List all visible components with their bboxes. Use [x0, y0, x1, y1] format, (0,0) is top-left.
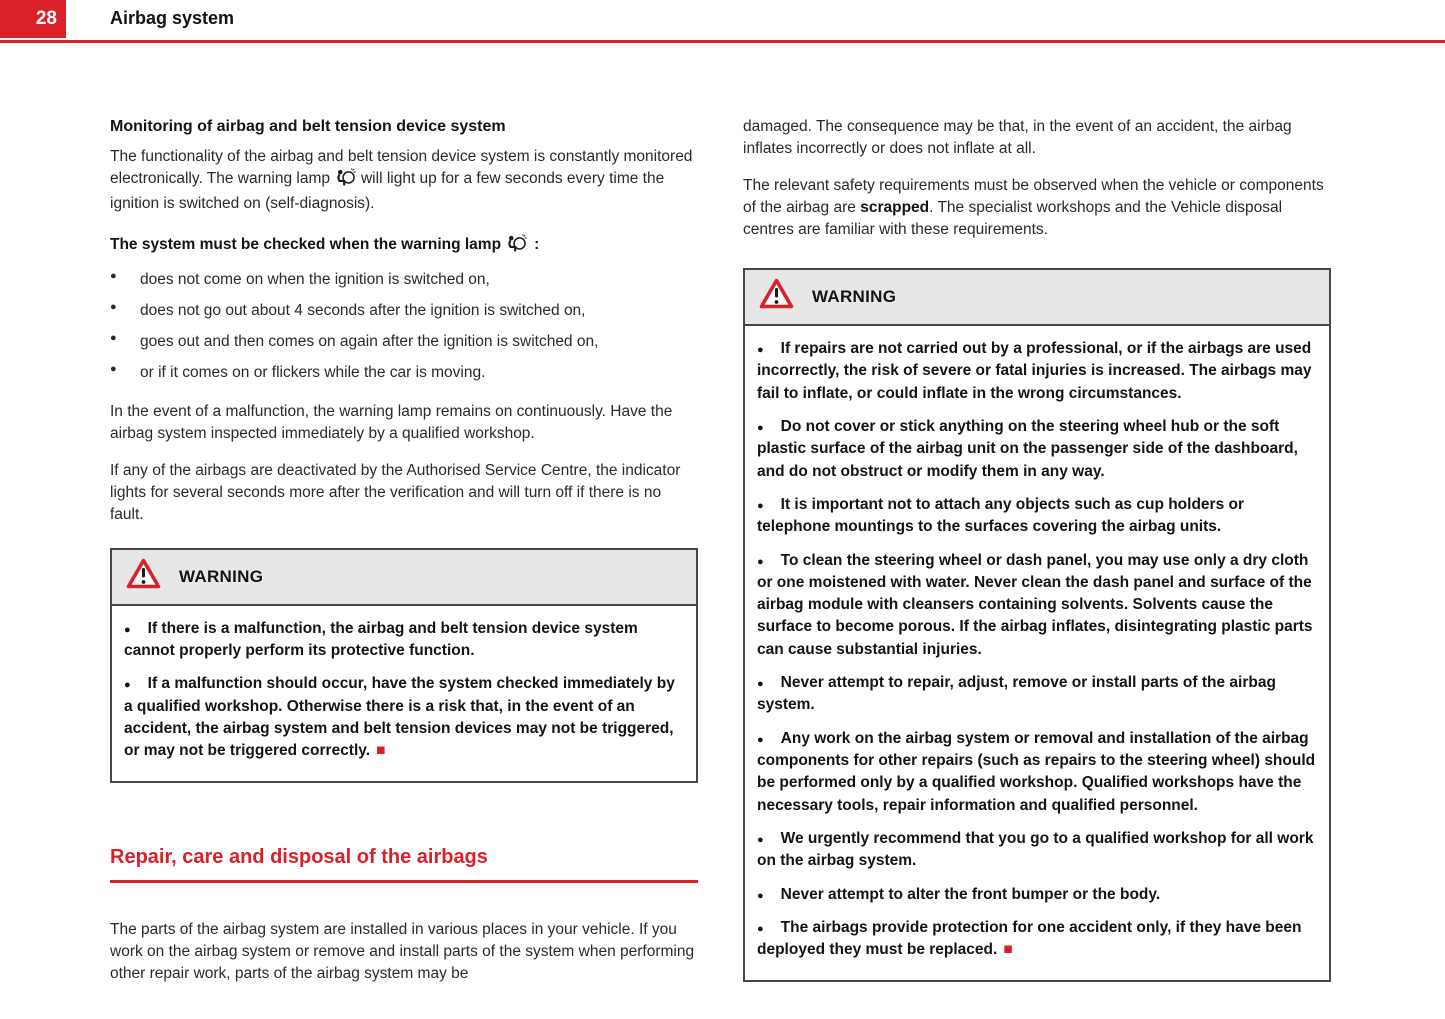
warning-item: ● Never attempt to repair, adjust, remove or install parts of the airbag system. — [757, 674, 1276, 714]
bullet-icon: ● — [757, 833, 764, 846]
warning-triangle-icon — [125, 557, 162, 597]
warning-title: WARNING — [812, 286, 897, 306]
warning-box-header — [745, 270, 1329, 326]
warning-item: ● If repairs are not carried out by a professional, or if the airbags are used incorrectly, the risk of severe or fatal injuries is increased. The airbags may fail to inflate, or could inflate in the wrong circumstances. — [757, 340, 1312, 402]
bullet-icon: ● — [757, 733, 764, 746]
warning-lamp-check-list — [110, 269, 698, 384]
warning-item: ● Any work on the airbag system or removal and installation of the airbag components for other repairs (such as repairs to the steering wheel) should be performed only by a qualified workshop. Qualified workshops have the necessary tools, repair information and qualified personnel. — [757, 729, 1316, 814]
list-item: ● goes out and then comes on again after the ignition is switched on, — [110, 331, 698, 353]
warning-box-left — [110, 548, 698, 783]
airbag-warning-lamp-icon — [506, 234, 527, 259]
list-item: ● does not come on when the ignition is switched on, — [110, 269, 698, 291]
page-number-badge — [0, 0, 66, 38]
paragraph-malfunction: In the event of a malfunction, the warning lamp remains on continuously. Have the airbag system inspected immediately by a qualified workshop. — [110, 402, 673, 442]
bullet-icon: ● — [110, 331, 117, 344]
paragraph-scrapped: The relevant safety requirements must be observed when the vehicle or components of the airbag are scrapped. The specialist workshops and the Vehicle disposal centres are familiar with these requirements. — [743, 177, 1324, 238]
bullet-icon: ● — [757, 889, 764, 902]
list-item: ● does not go out about 4 seconds after the ignition is switched on, — [110, 300, 698, 322]
bullet-icon: ● — [110, 269, 117, 282]
warning-item: ● Do not cover or stick anything on the steering wheel hub or the soft plastic surface of the airbag unit on the passenger side of the dashboard, and do not obstruct or modify them in any way. — [757, 417, 1298, 480]
warning-item: ● Never attempt to alter the front bumper or the body. — [757, 885, 1161, 903]
paragraph-damaged: damaged. The consequence may be that, in the event of an accident, the airbag inflates incorrectly or does not inflate at all. — [743, 118, 1292, 157]
warning-item: ● If there is a malfunction, the airbag and belt tension device system cannot properly perform its protective function. — [124, 619, 638, 660]
warning-item: ● It is important not to attach any objects such as cup holders or telephone mountings to the surfaces covering the airbag units. — [757, 495, 1245, 536]
list-item: ● or if it comes on or flickers while the car is moving. — [110, 362, 698, 384]
warning-box-body — [745, 326, 1329, 980]
page-title: Airbag system — [110, 8, 235, 28]
bullet-icon: ● — [757, 678, 764, 691]
warning-box-body — [112, 606, 696, 781]
right-column — [743, 116, 1331, 982]
warning-box-header — [112, 550, 696, 606]
paragraph-monitoring: The functionality of the airbag and belt tension device system is constantly monitored electronically. The warning lamp will light up for a few seconds every time the ignition is switched on (self-diagnosis). — [110, 147, 693, 212]
bullet-icon: ● — [124, 679, 131, 692]
warning-item: ● The airbags provide protection for one accident only, if they have been deployed they must be replaced. ■ — [757, 918, 1302, 959]
section-heading-monitoring: Monitoring of airbag and belt tension device system — [110, 118, 506, 135]
airbag-warning-lamp-icon — [335, 168, 356, 193]
paragraph-deactivated: If any of the airbags are deactivated by the Authorised Service Centre, the indicator lights for several seconds more after the verification and will turn off if there is no fault. — [110, 461, 681, 523]
bullet-icon: ● — [757, 344, 764, 356]
bullet-icon: ● — [757, 421, 764, 434]
bullet-icon: ● — [110, 362, 117, 375]
bullet-icon: ● — [757, 922, 764, 935]
check-conditions-line: The system must be checked when the warning lamp : — [110, 234, 698, 259]
bullet-icon: ● — [110, 300, 117, 313]
warning-title: WARNING — [179, 566, 264, 586]
bullet-icon: ● — [757, 499, 764, 512]
bullet-icon: ● — [124, 623, 131, 636]
header-rule — [0, 40, 1445, 43]
end-marker: ■ — [376, 742, 386, 760]
warning-item: ● We urgently recommend that you go to a qualified workshop for all work on the airbag system. — [757, 829, 1314, 870]
end-marker: ■ — [1003, 941, 1013, 959]
paragraph-repair: The parts of the airbag system are installed in various places in your vehicle. If you work on the airbag system or remove and install parts of the system when performing other repair work, parts of the airbag system may be — [110, 920, 695, 982]
warning-item: ● To clean the steering wheel or dash panel, you may use only a dry cloth or one moistened with water. Never clean the dash panel and surface of the airbag module with cleansers containing solvents. Solvents cause the surface to become porous. If the airbag inflates, disintegrating plastic parts can cause substantial injuries. — [757, 551, 1313, 658]
bold-word-scrapped: scrapped — [860, 199, 930, 216]
warning-item: ● If a malfunction should occur, have the system checked immediately by a qualified workshop. Otherwise there is a risk that, in the event of an accident, the airbag system and belt tension devices may not be triggered, or may not be triggered correctly. ■ — [124, 675, 675, 760]
section-heading-repair: Repair, care and disposal of the airbags — [110, 843, 698, 883]
warning-triangle-icon — [758, 277, 795, 317]
warning-box-right — [743, 268, 1331, 982]
bullet-icon: ● — [757, 555, 764, 568]
page-number: 28 — [35, 8, 57, 29]
left-column — [110, 116, 698, 1000]
